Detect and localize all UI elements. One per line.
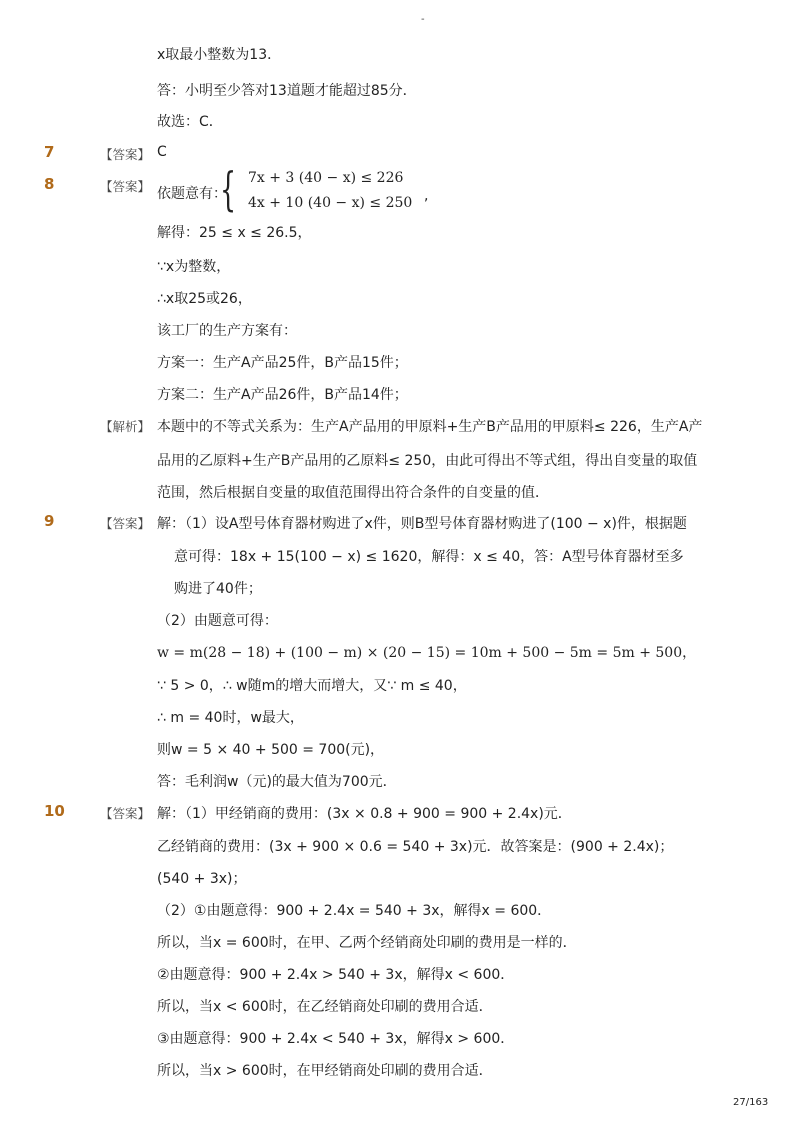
q10-line-2: 乙经销商的费用：(3x + 900 × 0.6 = 540 + 3x)元．故答案是：(900 + 2.4x)； bbox=[157, 839, 674, 855]
q10-line-7: 所以，当x < 600时，在乙经销商处印刷的费用合适． bbox=[157, 999, 493, 1015]
prev-line-2: 答：小明至少答对13道题才能超过85分． bbox=[157, 83, 417, 99]
q9-part2-line-4: 则w = 5 × 40 + 500 = 700(元)， bbox=[157, 742, 385, 758]
question-number-8: 8 bbox=[44, 175, 55, 193]
q8-plan-1: 方案一：生产A产品25件，B产品15件； bbox=[157, 355, 408, 371]
q10-line-4: （2）①由题意得：900 + 2.4x = 540 + 3x，解得x = 600． bbox=[157, 903, 552, 919]
q10-line-3: (540 + 3x)； bbox=[157, 871, 247, 887]
q10-line-5: 所以，当x = 600时，在甲、乙两个经销商处印刷的费用是一样的． bbox=[157, 935, 577, 951]
answer-text-7: C bbox=[157, 144, 167, 160]
analysis-tag-8: 【解析】 bbox=[100, 419, 151, 434]
q8-therefore: ∴x取25或26， bbox=[157, 291, 252, 307]
prev-line-3: 故选：C． bbox=[157, 114, 223, 130]
q10-line-6: ②由题意得：900 + 2.4x > 540 + 3x，解得x < 600． bbox=[157, 967, 515, 983]
q9-part2-title: （2）由题意可得： bbox=[157, 613, 278, 629]
answer-tag-7: 【答案】 bbox=[100, 147, 151, 162]
q8-intro: 依题意有： bbox=[157, 186, 227, 202]
prev-line-1: x取最小整数为13． bbox=[157, 47, 282, 63]
q9-part2-line-2: ∵ 5 > 0，∴ w随m的增大而增大，又∵ m ≤ 40， bbox=[157, 678, 467, 694]
answer-tag-8: 【答案】 bbox=[100, 179, 151, 194]
q8-plans-intro: 该工厂的生产方案有： bbox=[157, 323, 297, 339]
q9-part2-line-5: 答：毛利润w（元)的最大值为700元． bbox=[157, 774, 397, 790]
question-number-9: 9 bbox=[44, 512, 55, 530]
q9-part2-line-3: ∴ m = 40时，w最大， bbox=[157, 710, 304, 726]
answer-tag-9: 【答案】 bbox=[100, 516, 151, 531]
q9-part1-line-1: 解：（1）设A型号体育器材购进了x件，则B型号体育器材购进了(100 − x)件，根据题 bbox=[157, 516, 687, 532]
page-number: 27/163 bbox=[733, 1097, 769, 1108]
q10-line-8: ③由题意得：900 + 2.4x < 540 + 3x，解得x > 600． bbox=[157, 1031, 515, 1047]
q8-analysis-line-3: 范围，然后根据自变量的取值范围得出符合条件的自变量的值． bbox=[157, 485, 549, 501]
system-end-comma: , bbox=[424, 188, 429, 204]
q10-line-9: 所以，当x > 600时，在甲经销商处印刷的费用合适． bbox=[157, 1063, 493, 1079]
system-equation-1: 7x + 3 (40 − x) ≤ 226 bbox=[248, 170, 404, 186]
q10-line-1: 解：（1）甲经销商的费用：(3x × 0.8 + 900 = 900 + 2.4x)元． bbox=[157, 806, 572, 822]
q9-part1-line-3: 购进了40件； bbox=[174, 581, 262, 597]
q9-part1-line-2: 意可得：18x + 15(100 − x) ≤ 1620，解得：x ≤ 40，答：A型号体育器材至多 bbox=[174, 549, 684, 565]
q8-analysis-line-1: 本题中的不等式关系为：生产A产品用的甲原料+生产B产品用的甲原料≤ 226，生产A产 bbox=[157, 419, 703, 435]
q8-solve: 解得：25 ≤ x ≤ 26.5， bbox=[157, 225, 312, 241]
question-number-7: 7 bbox=[44, 143, 55, 161]
system-equation-2: 4x + 10 (40 − x) ≤ 250 bbox=[248, 195, 413, 211]
top-mark: - bbox=[421, 14, 425, 25]
q8-analysis-line-2: 品用的乙原料+生产B产品用的乙原料≤ 250，由此可得出不等式组，得出自变量的取值 bbox=[157, 453, 698, 469]
system-brace: { bbox=[220, 162, 237, 216]
q8-plan-2: 方案二：生产A产品26件，B产品14件； bbox=[157, 387, 408, 403]
q9-part2-equation: w = m(28 − 18) + (100 − m) × (20 − 15) = 10m + 500 − 5m = 5m + 500， bbox=[157, 645, 697, 661]
answer-tag-10: 【答案】 bbox=[100, 806, 151, 821]
question-number-10: 10 bbox=[44, 802, 65, 820]
q8-because: ∵x为整数， bbox=[157, 259, 231, 275]
